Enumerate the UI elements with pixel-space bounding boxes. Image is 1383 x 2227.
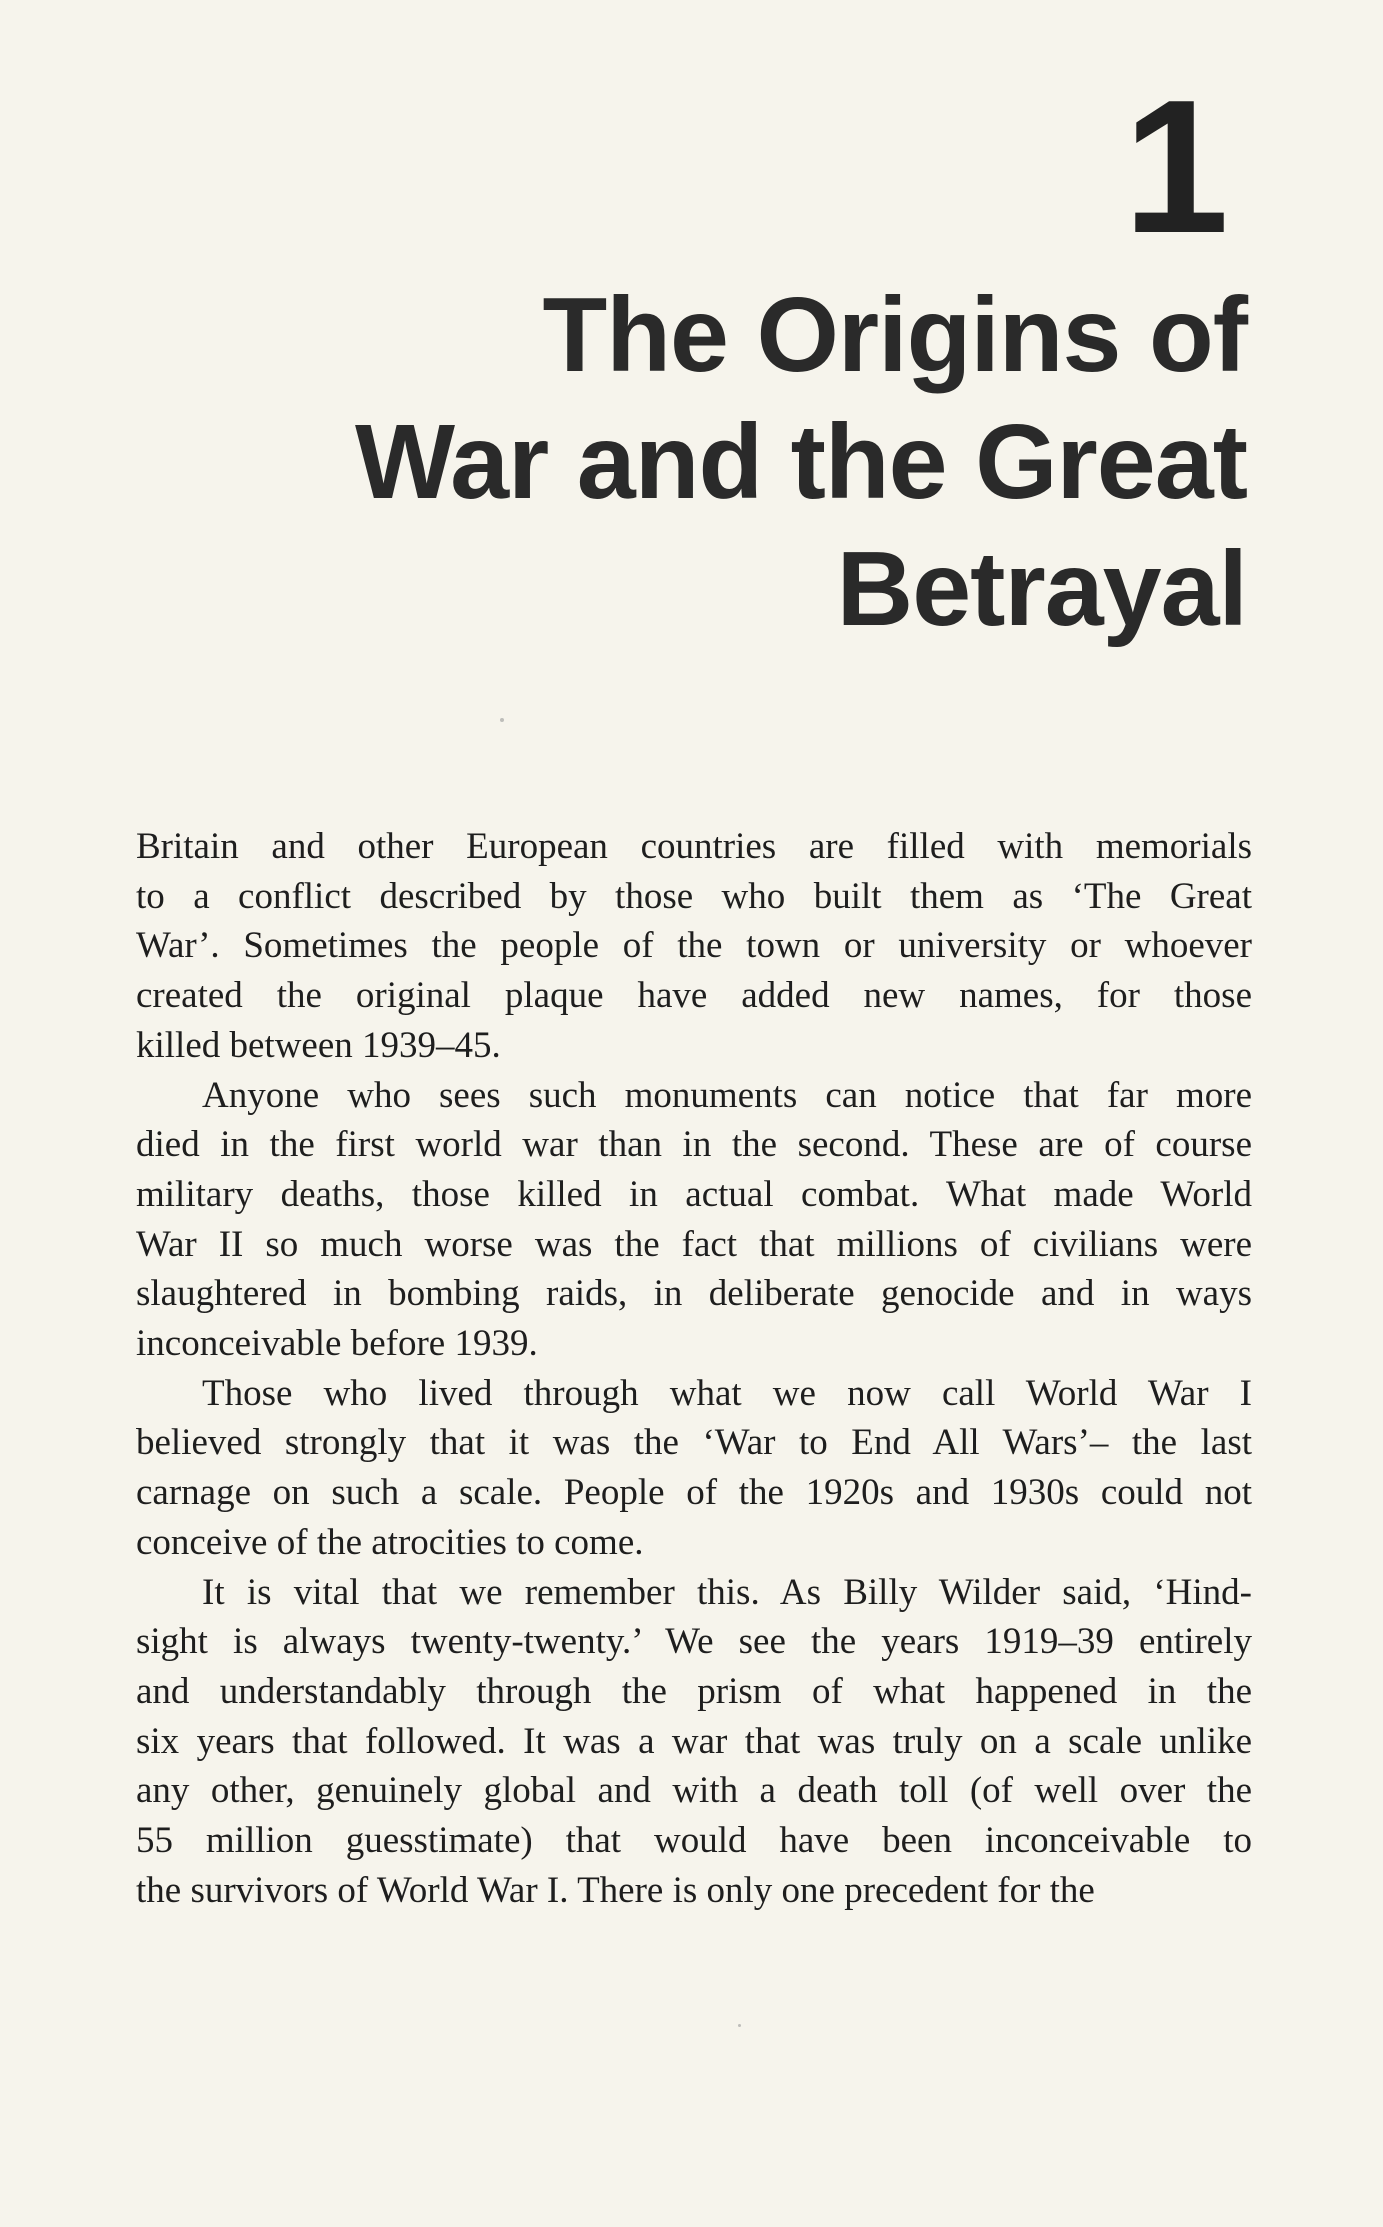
paragraph <box>136 822 1252 1071</box>
paragraph <box>136 1071 1252 1369</box>
text-line: killed between 1939–45. <box>136 1024 501 1066</box>
text-line: It is vital that we remember this. As Billy Wilder said, ‘Hind- <box>202 1571 1252 1613</box>
text-line: 55 million guesstimate) that would have been inconceivable to <box>136 1820 1252 1862</box>
text-line: carnage on such a scale. People of the 1920s and 1930s could not <box>136 1472 1252 1514</box>
chapter-title-line: The Origins of <box>542 276 1247 394</box>
text-line: died in the first world war than in the second. These are of course <box>136 1124 1252 1166</box>
text-line: created the original plaque have added new names, for those <box>136 975 1252 1017</box>
text-line: any other, genuinely global and with a death toll (of well over the <box>136 1770 1252 1812</box>
text-line: inconceivable before 1939. <box>136 1323 538 1365</box>
paragraph <box>136 1568 1252 1916</box>
text-line: believed strongly that it was the ‘War to End All Wars’– the last <box>136 1422 1252 1464</box>
text-line: six years that followed. It was a war that was truly on a scale unlike <box>136 1720 1252 1762</box>
text-line: slaughtered in bombing raids, in deliberate genocide and in ways <box>136 1273 1252 1315</box>
text-line: War II so much worse was the fact that millions of civilians were <box>136 1223 1252 1265</box>
print-speck <box>500 718 504 722</box>
chapter-title <box>355 272 1247 653</box>
paragraph <box>136 1369 1252 1568</box>
chapter-number: 1 <box>1123 61 1225 273</box>
text-line: and understandably through the prism of what happened in the <box>136 1670 1252 1712</box>
text-line: Those who lived through what we now call World War I <box>202 1372 1252 1414</box>
text-line: Britain and other European countries are filled with memorials <box>136 826 1252 867</box>
chapter-title-line: War and the Great <box>354 403 1247 521</box>
print-speck <box>738 2024 741 2027</box>
text-line: Anyone who sees such monuments can notice that far more <box>202 1074 1252 1116</box>
chapter-title-line: Betrayal <box>836 530 1247 648</box>
text-line: to a conflict described by those who built them as ‘The Great <box>136 875 1252 917</box>
text-line: conceive of the atrocities to come. <box>136 1521 644 1563</box>
text-line: sight is always twenty-twenty.’ We see the years 1919–39 entirely <box>136 1621 1252 1663</box>
text-line: military deaths, those killed in actual combat. What made World <box>136 1173 1252 1215</box>
body-text <box>136 822 1252 1915</box>
text-line: the survivors of World War I. There is only one precedent for the <box>136 1869 1095 1911</box>
text-line: War’. Sometimes the people of the town or university or whoever <box>136 925 1252 967</box>
